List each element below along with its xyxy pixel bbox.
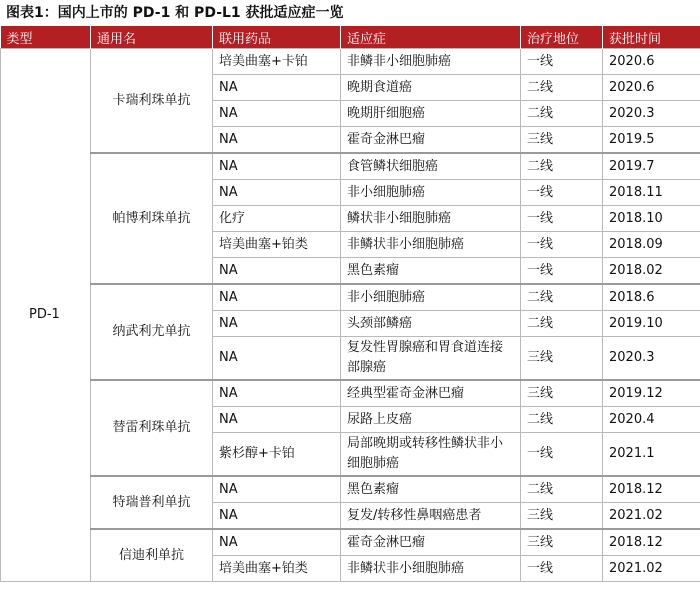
indication-cell: 尿路上皮癌 [341,407,521,433]
indication-cell: 霍奇金淋巴瘤 [341,529,521,556]
indication-cell: 鳞状非小细胞肺癌 [341,206,521,232]
generic-name-cell: 特瑞普利单抗 [91,476,213,529]
combination-drug-cell: NA [213,127,341,154]
approval-date-cell: 2020.4 [603,407,700,433]
approval-date-cell: 2018.09 [603,232,700,258]
treatment-line-cell: 二线 [521,101,603,127]
approval-date-cell: 2018.11 [603,180,700,206]
approval-date-cell: 2019.12 [603,380,700,407]
table-row [1,153,700,180]
table-row [1,284,700,311]
generic-name-cell: 替雷利珠单抗 [91,380,213,476]
approval-date-cell: 2018.02 [603,258,700,285]
approval-date-cell: 2020.3 [603,337,700,381]
table-header-row [1,26,700,49]
table-body [1,49,700,582]
combination-drug-cell: NA [213,503,341,530]
indication-cell: 非小细胞肺癌 [341,284,521,311]
approval-date-cell: 2021.02 [603,556,700,582]
combination-drug-cell: NA [213,153,341,180]
combination-drug-cell: NA [213,101,341,127]
treatment-line-cell: 二线 [521,311,603,337]
type-cell: PD-1 [1,49,91,582]
approval-date-cell: 2018.12 [603,529,700,556]
approval-date-cell: 2018.10 [603,206,700,232]
treatment-line-cell: 二线 [521,75,603,101]
combination-drug-cell: NA [213,529,341,556]
treatment-line-cell: 一线 [521,206,603,232]
table-row [1,529,700,556]
indication-cell: 复发性胃腺癌和胃食道连接部腺癌 [341,337,521,381]
indication-cell: 经典型霍奇金淋巴瘤 [341,380,521,407]
treatment-line-cell: 一线 [521,556,603,582]
generic-name-cell: 卡瑞利珠单抗 [91,49,213,154]
combination-drug-cell: NA [213,258,341,285]
combination-drug-cell: NA [213,407,341,433]
combination-drug-cell: 紫杉醇+卡铂 [213,433,341,477]
approval-date-cell: 2020.3 [603,101,700,127]
combination-drug-cell: NA [213,337,341,381]
indication-cell: 黑色素瘤 [341,258,521,285]
treatment-line-cell: 二线 [521,476,603,503]
treatment-line-cell: 三线 [521,529,603,556]
indication-cell: 非小细胞肺癌 [341,180,521,206]
approval-date-cell: 2021.02 [603,503,700,530]
approval-date-cell: 2018.12 [603,476,700,503]
indication-cell: 黑色素瘤 [341,476,521,503]
combination-drug-cell: NA [213,476,341,503]
treatment-line-cell: 二线 [521,284,603,311]
approval-date-cell: 2020.6 [603,49,700,75]
treatment-line-cell: 一线 [521,258,603,285]
approval-date-cell: 2019.7 [603,153,700,180]
combination-drug-cell: 培美曲塞+卡铂 [213,49,341,75]
combination-drug-cell: NA [213,284,341,311]
indication-cell: 非鳞状非小细胞肺癌 [341,556,521,582]
table-row [1,476,700,503]
treatment-line-cell: 三线 [521,337,603,381]
approval-date-cell: 2019.10 [603,311,700,337]
indication-cell: 复发/转移性鼻咽癌患者 [341,503,521,530]
approval-table [0,26,700,582]
treatment-line-cell: 三线 [521,380,603,407]
approval-date-cell: 2020.6 [603,75,700,101]
indication-cell: 头颈部鳞癌 [341,311,521,337]
approval-date-cell: 2021.1 [603,433,700,477]
approval-date-cell: 2018.6 [603,284,700,311]
combination-drug-cell: NA [213,311,341,337]
treatment-line-cell: 二线 [521,153,603,180]
indication-cell: 非鳞状非小细胞肺癌 [341,232,521,258]
indication-cell: 局部晚期或转移性鳞状非小细胞肺癌 [341,433,521,477]
approval-date-cell: 2019.5 [603,127,700,154]
treatment-line-cell: 一线 [521,49,603,75]
indication-cell: 晚期食道癌 [341,75,521,101]
header-approval-date: 获批时间 [603,26,700,49]
indication-cell: 食管鳞状细胞癌 [341,153,521,180]
generic-name-cell: 帕博利珠单抗 [91,153,213,284]
treatment-line-cell: 一线 [521,433,603,477]
indication-cell: 非鳞非小细胞肺癌 [341,49,521,75]
generic-name-cell: 纳武利尤单抗 [91,284,213,380]
combination-drug-cell: 化疗 [213,206,341,232]
treatment-line-cell: 二线 [521,407,603,433]
generic-name-cell: 信迪利单抗 [91,529,213,582]
combination-drug-cell: NA [213,380,341,407]
header-treatment-line: 治疗地位 [521,26,603,49]
treatment-line-cell: 一线 [521,180,603,206]
header-combination-drug: 联用药品 [213,26,341,49]
treatment-line-cell: 三线 [521,127,603,154]
table-row [1,380,700,407]
table-row [1,49,700,75]
combination-drug-cell: NA [213,75,341,101]
header-generic-name: 通用名 [91,26,213,49]
combination-drug-cell: 培美曲塞+铂类 [213,232,341,258]
indication-cell: 霍奇金淋巴瘤 [341,127,521,154]
indication-cell: 晚期肝细胞癌 [341,101,521,127]
treatment-line-cell: 三线 [521,503,603,530]
figure-title: 图表1：国内上市的 PD-1 和 PD-L1 获批适应症一览 [6,5,344,21]
combination-drug-cell: NA [213,180,341,206]
treatment-line-cell: 一线 [521,232,603,258]
combination-drug-cell: 培美曲塞+铂类 [213,556,341,582]
header-indication: 适应症 [341,26,521,49]
header-type: 类型 [1,26,91,49]
